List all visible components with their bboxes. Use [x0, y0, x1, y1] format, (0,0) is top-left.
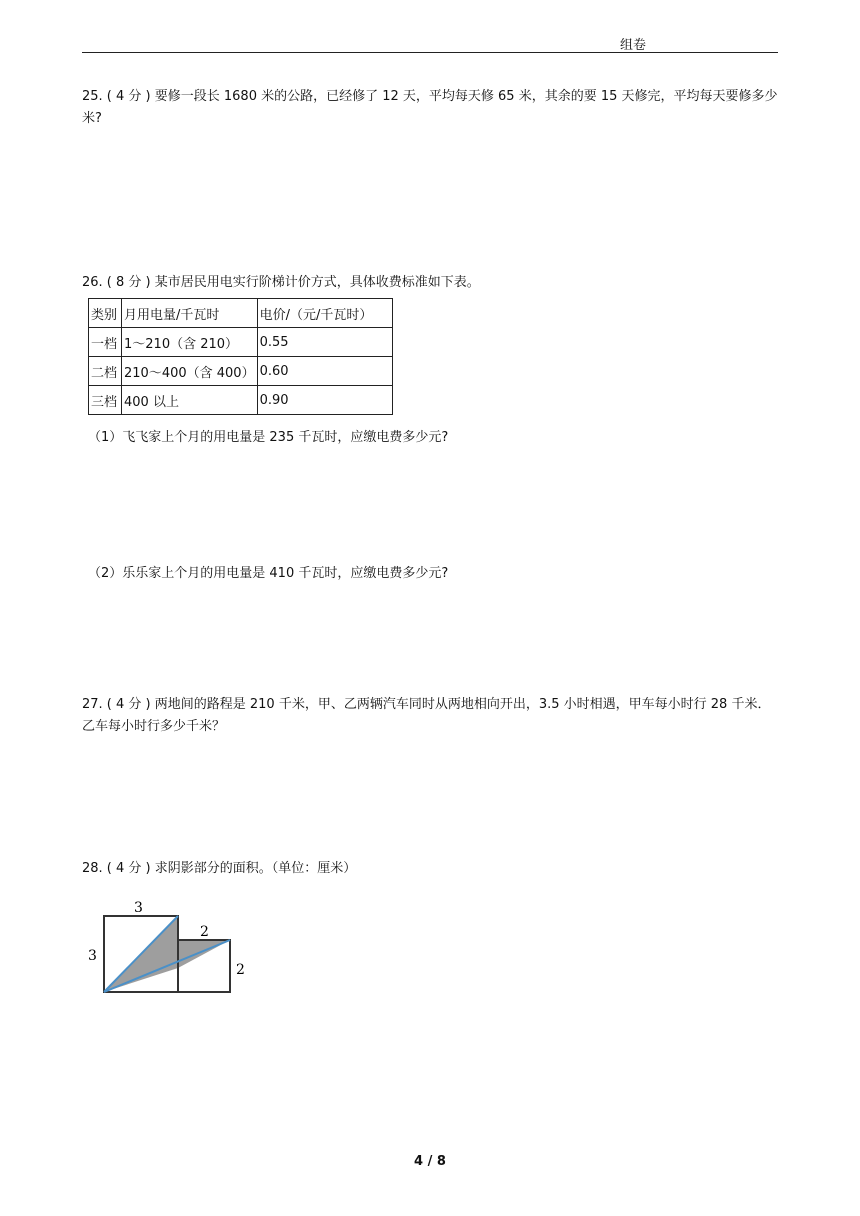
table-header-cell: 月用电量/千瓦时 — [122, 299, 258, 328]
shaded-area-figure — [86, 898, 256, 1002]
label-left: 3 — [88, 948, 97, 964]
label-right: 2 — [236, 962, 245, 978]
table-cell: 210～400（含 400） — [122, 357, 258, 386]
table-row — [89, 357, 393, 386]
label-top-left: 3 — [134, 900, 143, 916]
tariff-table — [88, 298, 393, 415]
table-cell: 1～210（含 210） — [122, 328, 258, 357]
table-row — [89, 328, 393, 357]
question-28: 28. ( 4 分 ) 求阴影部分的面积。（单位：厘米） — [82, 861, 357, 876]
table-header-row — [89, 299, 393, 328]
question-25: 25. ( 4 分 ) 要修一段长 1680 米的公路，已经修了 12 天，平均每天修 65 米，其余的要 15 天修完，平均每天要修多少米? — [82, 89, 778, 126]
question-27: 27. ( 4 分 ) 两地间的路程是 210 千米，甲、乙两辆汽车同时从两地相向开出，3.5 小时相遇，甲车每小时行 28 千米．乙车每小时行多少千米？ — [82, 697, 771, 734]
table-cell: 三档 — [89, 386, 122, 415]
table-header-cell: 电价/（元/千瓦时） — [257, 299, 392, 328]
label-top-right: 2 — [200, 924, 209, 940]
page-number: 4 / 8 — [414, 1154, 446, 1169]
table-cell: 二档 — [89, 357, 122, 386]
header-title: 组卷 — [620, 38, 647, 53]
table-cell: 0.90 — [257, 386, 392, 415]
table-row — [89, 386, 393, 415]
table-cell: 一档 — [89, 328, 122, 357]
question-26: 26. ( 8 分 ) 某市居民用电实行阶梯计价方式，具体收费标准如下表。 — [82, 275, 480, 290]
question-26-part-1: （1）飞飞家上个月的用电量是 235 千瓦时，应缴电费多少元? — [88, 430, 449, 445]
table-cell: 400 以上 — [122, 386, 258, 415]
question-26-part-2: （2）乐乐家上个月的用电量是 410 千瓦时，应缴电费多少元? — [88, 566, 449, 581]
table-cell: 0.60 — [257, 357, 392, 386]
table-cell: 0.55 — [257, 328, 392, 357]
header-divider — [82, 52, 778, 53]
table-header-cell: 类别 — [89, 299, 122, 328]
